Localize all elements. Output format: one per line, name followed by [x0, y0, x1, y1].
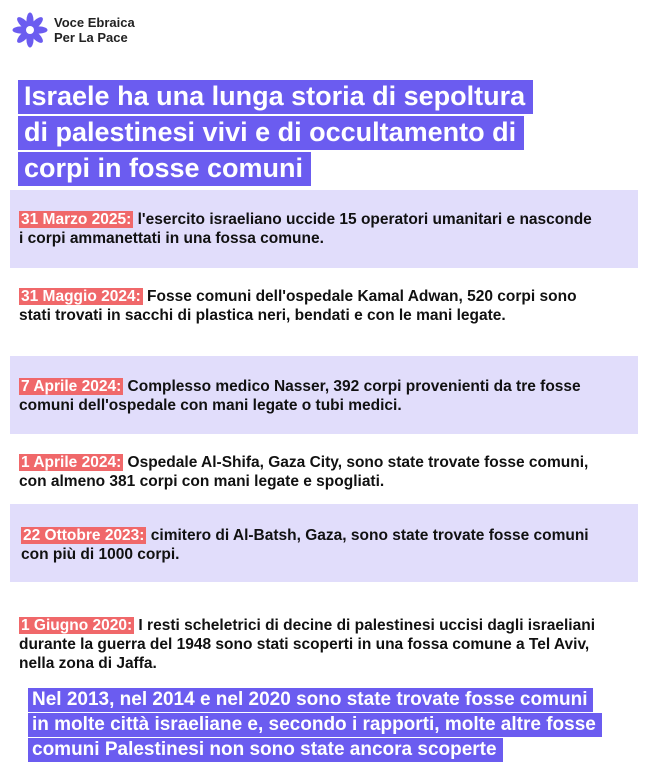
- timeline-entry: [19, 616, 619, 673]
- entry-date: 31 Maggio 2024:: [21, 288, 141, 305]
- entry-date: 1 Giugno 2020:: [21, 617, 133, 634]
- brand-name-line1: Voce Ebraica: [54, 15, 135, 30]
- footer-line: comuni Palestinesi non sono state ancora scoperte: [28, 738, 503, 762]
- entry-text: durante la guerra del 1948 sono stati scoperti in una fossa comune a Tel Aviv,: [19, 636, 590, 653]
- headline: [18, 80, 578, 188]
- entry-text: con più di 1000 corpi.: [21, 546, 180, 563]
- headline-line: di palestinesi vivi e di occultamento di: [18, 116, 524, 150]
- entry-text: nella zona di Jaffa.: [19, 655, 157, 672]
- entry-text: stati trovati in sacchi di plastica neri, bendati e con le mani legate.: [19, 307, 506, 324]
- entry-text: I resti scheletrici di decine di palestinesi uccisi dagli israeliani: [134, 617, 596, 634]
- entry-text: i corpi ammanettati in una fossa comune.: [19, 230, 324, 247]
- footer-line: Nel 2013, nel 2014 e nel 2020 sono state trovate fosse comuni: [28, 688, 593, 712]
- entry-date: 31 Marzo 2025:: [21, 211, 132, 228]
- headline-line: corpi in fosse comuni: [18, 152, 311, 186]
- timeline-entry: [19, 287, 619, 325]
- footer-line: in molte città israeliane e, secondo i rapporti, molte altre fosse: [28, 713, 602, 737]
- entry-text: Fosse comuni dell'ospedale Kamal Adwan, 520 corpi sono: [142, 288, 577, 305]
- timeline-entry: [19, 453, 619, 491]
- brand-name: [54, 15, 135, 45]
- timeline-entry: [19, 210, 619, 248]
- entry-text: Complesso medico Nasser, 392 corpi provenienti da tre fosse: [123, 378, 581, 395]
- entry-text: l'esercito israeliano uccide 15 operatori umanitari e nasconde: [133, 211, 592, 228]
- entry-date: 1 Aprile 2024:: [21, 454, 122, 471]
- timeline-entry: [21, 526, 621, 564]
- star-flower-icon: [12, 12, 48, 48]
- entry-text: cimitero di Al-Batsh, Gaza, sono state trovate fosse comuni: [146, 527, 589, 544]
- brand-logo: [12, 12, 135, 48]
- entry-date: 22 Ottobre 2023:: [23, 527, 145, 544]
- footer-callout: [28, 688, 628, 763]
- timeline-entry: [19, 377, 619, 415]
- entry-text: con almeno 381 corpi con mani legate e spogliati.: [19, 473, 385, 490]
- entry-date: 7 Aprile 2024:: [21, 378, 122, 395]
- entry-text: Ospedale Al-Shifa, Gaza City, sono state trovate fosse comuni,: [123, 454, 589, 471]
- headline-line: Israele ha una lunga storia di sepoltura: [18, 80, 533, 114]
- entry-text: comuni dell'ospedale con mani legate o tubi medici.: [19, 397, 402, 414]
- brand-name-line2: Per La Pace: [54, 30, 128, 45]
